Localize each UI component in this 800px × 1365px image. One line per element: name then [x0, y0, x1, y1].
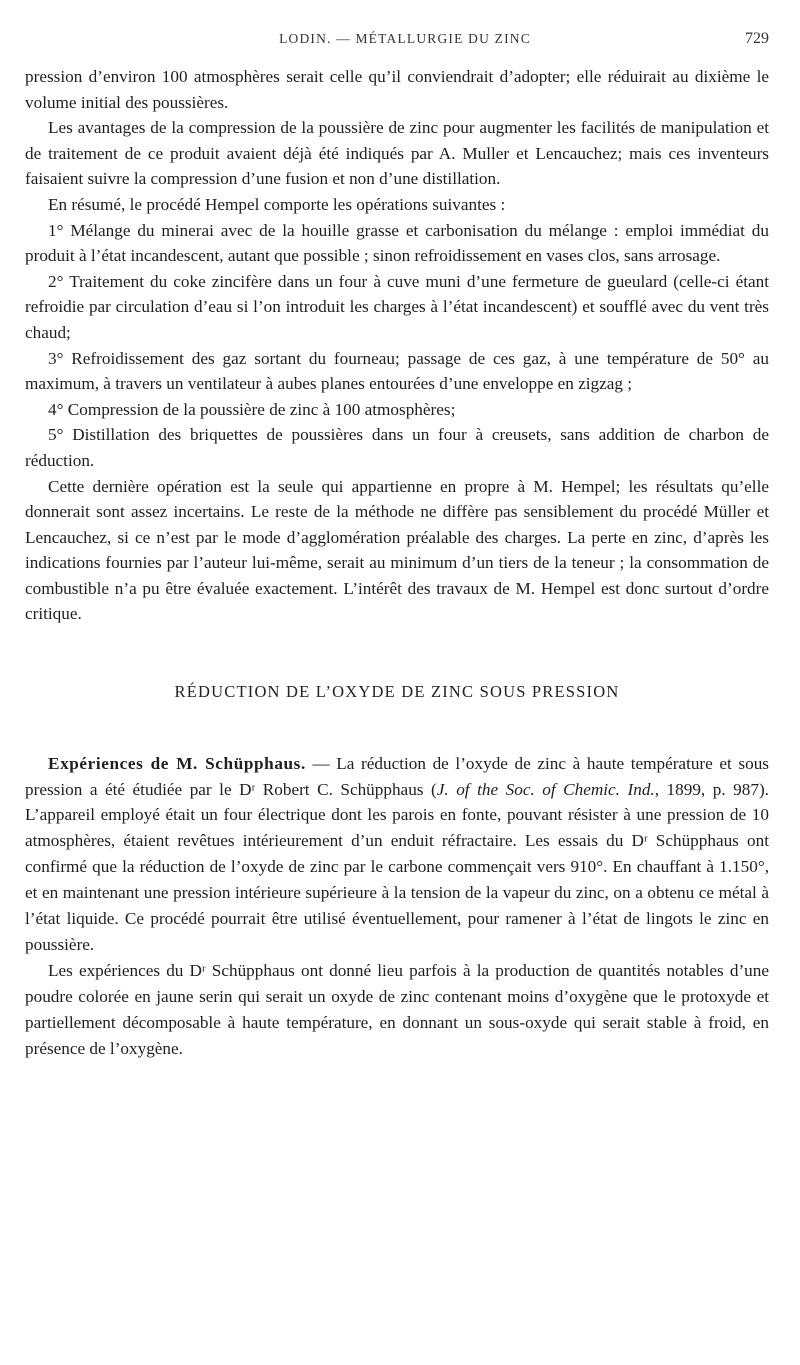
paragraph-text-a: — La réduction de l’oxyde de zinc à haute température et sous pression a été étudiée par le Dʳ Robert C. Schüpphaus (	[25, 753, 769, 799]
run-in-heading: Expériences de M. Schüpphaus.	[48, 753, 306, 773]
paragraph-yellow-powder: Les expériences du Dʳ Schüpphaus ont donné lieu parfois à la production de quantités notables d’une poudre colorée en jaune serin qui serait un oxyde de zinc contenant moins d’oxygène que le protoxyde et partiellement décomposable à haute température, en donnant un sous-oxyde qui serait stable à froid, en présence de l’oxygène.	[25, 960, 769, 1058]
paragraph-summary-intro: En résumé, le procédé Hempel comporte les opérations suivantes :	[48, 194, 506, 214]
journal-citation: J. of the Soc. of Chemic. Ind.	[436, 779, 655, 799]
paragraph-critique: Cette dernière opération est la seule qui appartienne en propre à M. Hempel; les résultats qu’elle donnerait sont assez incertains. Le reste de la méthode ne diffère pas sensiblement du procédé Müller et Lencauchez, si ce n’est par le mode d’agglomération préalable des charges. La perte en zinc, d’après les indications fournies par l’auteur lui-même, serait au minimum d’un tiers de la teneur ; la consommation de combustible n’a pu être évaluée exactement. L’intérêt des travaux de M. Hempel est donc surtout d’ordre critique.	[25, 476, 769, 624]
section-body	[25, 751, 769, 1062]
list-item-step-2: 2° Traitement du coke zincifère dans un four à cuve muni d’une fermeture de gueulard (celle-ci étant refroidie par circulation d’eau si l’on introduit les charges à l’état incandescent) et soufflé avec du vent très chaud;	[25, 271, 769, 342]
running-head-title: LODIN. — MÉTALLURGIE DU ZINC	[279, 31, 531, 46]
book-page	[25, 26, 769, 1062]
body-text	[25, 64, 769, 627]
page-number: 729	[745, 30, 769, 47]
paragraph-compression-advantages: Les avantages de la compression de la poussière de zinc pour augmenter les facilités de manipulation et de traitement de ce produit avaient déjà été indiqués par A. Muller et Lencauchez; mais ces inventeurs faisaient suivre la compression d’une fusion et non d’une distillation.	[25, 118, 769, 189]
running-head	[25, 26, 769, 48]
list-item-step-3: 3° Refroidissement des gaz sortant du fourneau; passage de ces gaz, à une température de 50° au maximum, à travers un ventilateur à aubes planes entourées d’une enveloppe en zigzag ;	[25, 348, 769, 394]
paragraph-schupphaus-experiments	[25, 751, 769, 958]
paragraph-text-b: , 1899, p. 987). L’appareil employé était un four électrique dont les parois en fonte, pouvant résister à une pression de 10 atmosphères, étaient revêtues intérieurement d’un enduit réfractaire. Les essais du Dʳ Schüpphaus ont confirmé que la réduction de l’oxyde de zinc par le carbone commençait vers 910°. En chauffant à 1.150°, et en maintenant une pression intérieure supérieure à la tension de la vapeur du zinc, on a obtenu ce métal à l’état liquide. Ce procédé pourrait être utilisé éventuellement, pour ramener à l’état de lingots le zinc en poussière.	[25, 779, 769, 954]
list-item-step-4: 4° Compression de la poussière de zinc à 100 atmosphères;	[48, 399, 456, 419]
list-item-step-5: 5° Distillation des briquettes de poussières dans un four à creusets, sans addition de charbon de réduction.	[25, 425, 769, 470]
list-item-step-1: 1° Mélange du minerai avec de la houille grasse et carbonisation du mélange : emploi immédiat du produit à l’état incandescent, autant que possible ; sinon refroidissement en vases clos, sans arrosage.	[25, 220, 769, 266]
paragraph-continuation: pression d’environ 100 atmosphères serait celle qu’il conviendrait d’adopter; elle réduirait au dixième le volume initial des poussières.	[25, 67, 769, 112]
section-heading: RÉDUCTION DE L’OXYDE DE ZINC SOUS PRESSION	[174, 682, 620, 702]
